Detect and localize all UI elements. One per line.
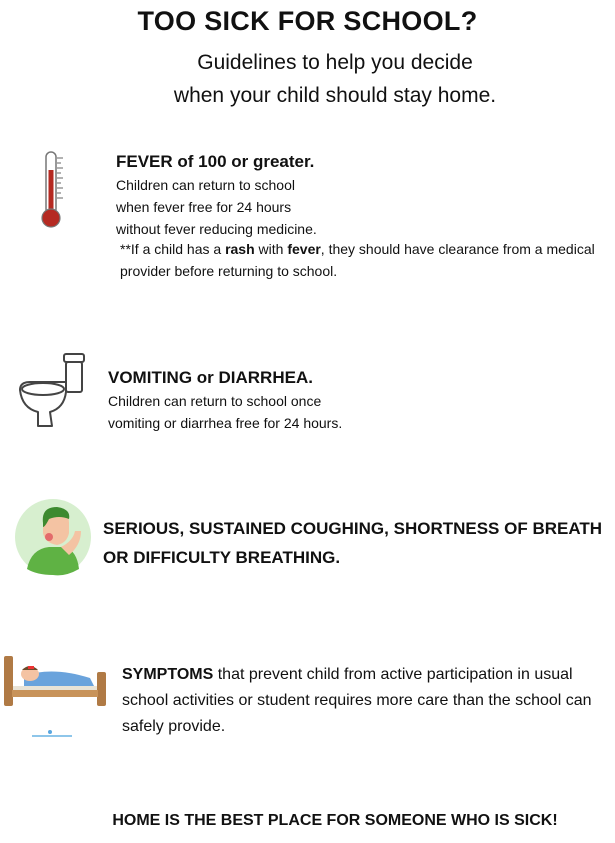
subtitle-line-1: Guidelines to help you decide <box>197 51 473 74</box>
note-rash: rash <box>225 241 255 257</box>
note-mid: with <box>254 241 288 257</box>
fever-line: without fever reducing medicine. <box>116 221 317 237</box>
fever-heading: FEVER of 100 or greater. <box>116 152 315 171</box>
subtitle-line-2: when your child should stay home. <box>173 84 497 107</box>
coughing-person-icon <box>13 497 93 577</box>
fever-line: when fever free for 24 hours <box>116 199 292 215</box>
coughing-heading: SERIOUS, SUSTAINED COUGHING, SHORTNESS OF BREATH OR DIFFICULTY BREATHING. <box>103 519 603 567</box>
symptoms-heading: SYMPTOMS <box>122 666 214 683</box>
vomiting-line: vomiting or diarrhea free for 24 hours. <box>108 415 343 431</box>
fever-section <box>116 152 611 240</box>
fever-line: Children can return to school <box>116 177 295 193</box>
page-subtitle <box>0 46 615 112</box>
footer-message: HOME IS THE BEST PLACE FOR SOMEONE WHO IS SICK! <box>112 812 558 829</box>
fever-rash-note <box>120 238 610 282</box>
note-fever: fever <box>287 241 321 257</box>
sick-in-bed-icon <box>2 652 108 742</box>
note-suffix: , they should have clearance from a medical provider before returning to school. <box>120 241 595 279</box>
symptoms-body: that prevent child from active participation in usual school activities or student requires more care than the school can safely provide. <box>122 666 592 735</box>
thermometer-icon <box>38 150 68 230</box>
page-title: TOO SICK FOR SCHOOL? <box>137 6 478 36</box>
note-prefix: **If a child has a <box>120 241 226 257</box>
symptoms-section <box>122 662 592 740</box>
vomiting-section <box>108 368 588 434</box>
vomiting-heading: VOMITING or DIARRHEA. <box>108 368 313 387</box>
toilet-icon <box>16 352 88 430</box>
vomiting-line: Children can return to school once <box>108 393 322 409</box>
